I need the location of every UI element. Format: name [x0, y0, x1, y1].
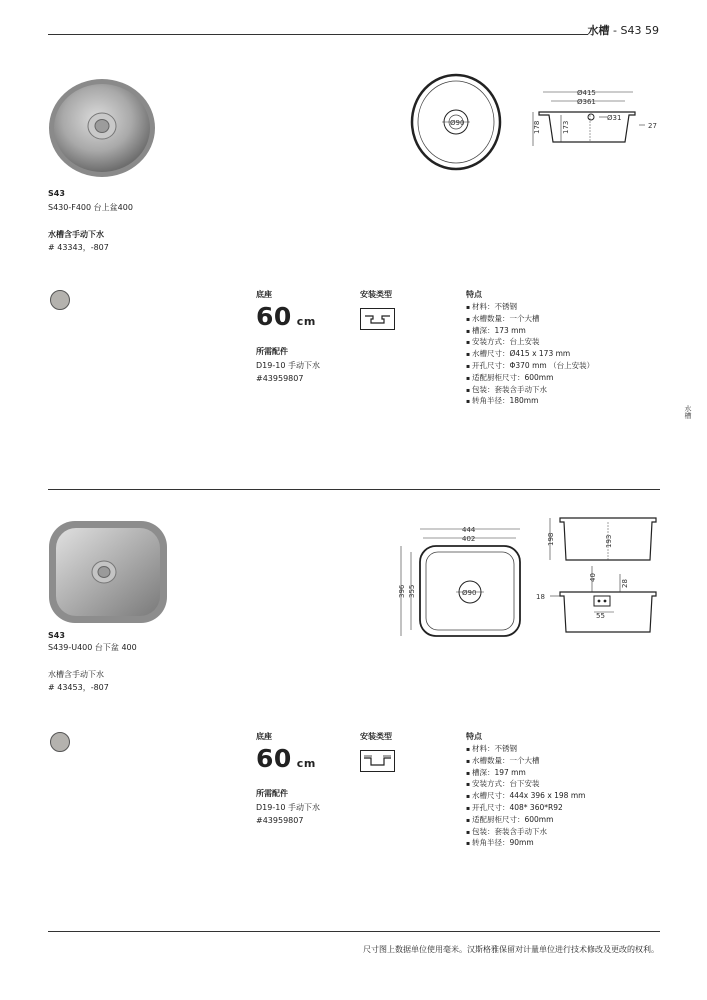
dim-d28: 28 — [621, 579, 629, 588]
product-photo-square-sink — [48, 520, 168, 624]
dim-d40: 40 — [589, 573, 597, 582]
dim-d90: Ø90 — [462, 589, 477, 597]
dim-d444: 444 — [462, 526, 476, 534]
dim-d18: 18 — [536, 593, 545, 601]
accessory-label: 所需配件 — [256, 789, 288, 798]
cabinet-unit: cm — [296, 315, 316, 328]
features-list — [466, 744, 585, 850]
feature-item: ▪ 转角半径：90mm — [466, 838, 585, 850]
accessory-name: D19-10 手动下水 — [256, 361, 320, 370]
feature-item: ▪ 材料：不锈钢 — [466, 302, 594, 314]
dim-d178: 178 — [533, 120, 541, 134]
dim-d90: Ø90 — [450, 119, 465, 127]
feature-item: ▪ 开孔尺寸：408* 360*R92 — [466, 803, 585, 815]
feature-item: ▪ 水槽数量：一个大槽 — [466, 756, 585, 768]
cabinet-size — [256, 744, 316, 773]
dim-d27: 27 — [648, 122, 657, 130]
feature-item: ▪ 水槽尺寸：444x 396 x 198 mm — [466, 791, 585, 803]
under-mount-icon — [360, 750, 395, 772]
item-number: # 43343，-807 — [48, 243, 109, 252]
feature-item: ▪ 槽深：173 mm — [466, 326, 594, 338]
mount-label: 安装类型 — [360, 290, 392, 299]
feature-item: ▪ 包装：套装含手动下水 — [466, 385, 594, 397]
product-model: S43 — [48, 189, 65, 198]
mount-label: 安装类型 — [360, 732, 392, 741]
accessory-label: 所需配件 — [256, 347, 288, 356]
dim-d415: Ø415 — [577, 89, 596, 97]
cabinet-value: 60 — [256, 302, 292, 331]
product-photo-round-sink — [48, 78, 156, 178]
feature-item: ▪ 转角半径：180mm — [466, 396, 594, 408]
drawing-top-view-round — [410, 72, 502, 172]
feature-item: ▪ 开孔尺寸：Φ370 mm （台上安装） — [466, 361, 594, 373]
dim-d55: 55 — [596, 612, 605, 620]
header-rule — [48, 34, 588, 35]
drawing-top-view-square — [392, 520, 527, 640]
features-list — [466, 302, 594, 408]
dim-d31: Ø31 — [607, 114, 622, 122]
cabinet-label: 底座 — [256, 732, 272, 741]
product-model: S43 — [48, 631, 65, 640]
page-header: 水槽 - S43 59 — [587, 24, 659, 37]
cabinet-label: 底座 — [256, 290, 272, 299]
dim-d396: 396 — [398, 584, 406, 598]
drawing-side-view-round — [525, 84, 665, 154]
section-divider — [48, 489, 660, 490]
side-tab: 水槽 — [684, 405, 692, 419]
finish-swatch[interactable] — [50, 290, 70, 310]
feature-item: ▪ 槽深：197 mm — [466, 768, 585, 780]
finish-swatch[interactable] — [50, 732, 70, 752]
dim-d355: 355 — [408, 584, 416, 598]
header-category: 水槽 — [587, 24, 610, 37]
cabinet-size — [256, 302, 316, 331]
footer-note: 尺寸图上数据单位使用毫米。汉斯格雅保留对计量单位进行技术修改及更改的权利。 — [363, 945, 659, 954]
feature-item: ▪ 材料：不锈钢 — [466, 744, 585, 756]
feature-item: ▪ 水槽尺寸：Ø415 x 173 mm — [466, 349, 594, 361]
dim-d173: 173 — [562, 120, 570, 134]
accessory-name: D19-10 手动下水 — [256, 803, 320, 812]
top-mount-icon — [360, 308, 395, 330]
feature-item: ▪ 安装方式：台上安装 — [466, 337, 594, 349]
feature-item: ▪ 安装方式：台下安装 — [466, 779, 585, 791]
accessory-number: #43959807 — [256, 816, 304, 825]
header-series: S43 — [620, 24, 642, 37]
feature-item: ▪ 包装：套装含手动下水 — [466, 827, 585, 839]
feature-item: ▪ 水槽数量：一个大槽 — [466, 314, 594, 326]
features-label: 特点 — [466, 732, 482, 741]
dim-d198: 198 — [547, 532, 555, 546]
dim-d361: Ø361 — [577, 98, 596, 106]
variant-label: 水槽含手动下水 — [48, 230, 104, 239]
cabinet-unit: cm — [296, 757, 316, 770]
drawing-side-view-square — [532, 514, 662, 642]
feature-item: ▪ 适配厨柜尺寸：600mm — [466, 373, 594, 385]
product-name: S439-U400 台下盆 400 — [48, 643, 137, 652]
header-page: 59 — [645, 24, 659, 37]
item-number: # 43453，-807 — [48, 683, 109, 692]
feature-item: ▪ 适配厨柜尺寸：600mm — [466, 815, 585, 827]
dim-d193: 193 — [605, 534, 613, 548]
footer-rule — [48, 931, 660, 932]
cabinet-value: 60 — [256, 744, 292, 773]
product-name: S430-F400 台上盆400 — [48, 203, 133, 212]
features-label: 特点 — [466, 290, 482, 299]
accessory-number: #43959807 — [256, 374, 304, 383]
dim-d402: 402 — [462, 535, 476, 543]
variant-label: 水槽含手动下水 — [48, 670, 104, 679]
